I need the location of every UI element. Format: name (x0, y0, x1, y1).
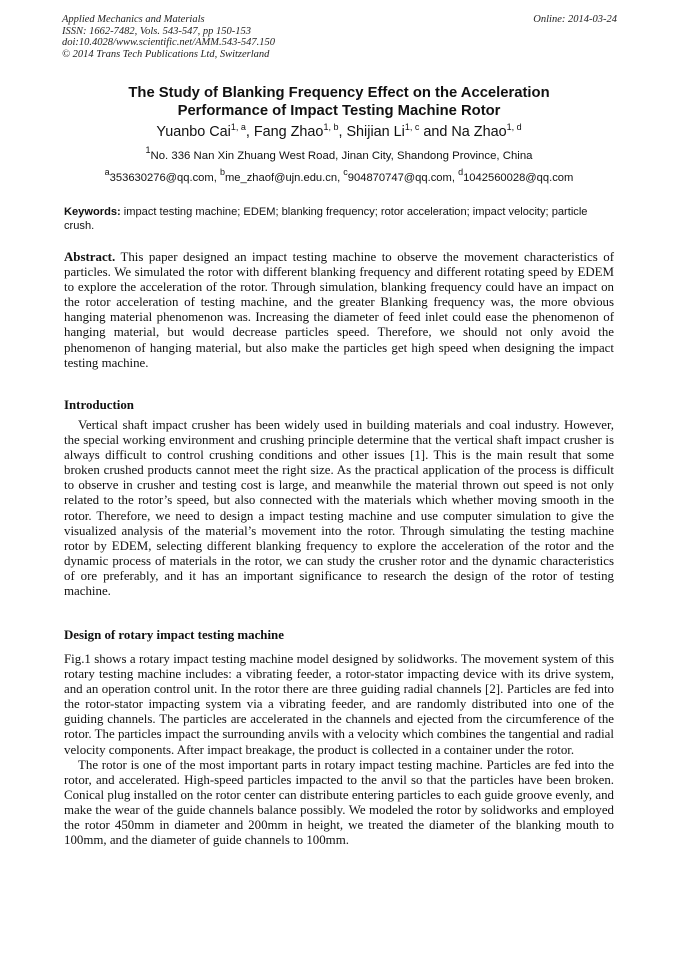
affiliation (0, 145, 678, 163)
author-name: Fang Zhao (253, 124, 324, 140)
title-line-1: The Study of Blanking Frequency Effect on the Acceleration (128, 85, 550, 101)
abstract-label: Abstract. (64, 250, 116, 264)
author-name: Shijian Li (346, 124, 405, 140)
paper-title (0, 84, 678, 120)
author-separator: , (338, 124, 347, 140)
journal-issn: ISSN: 1662-7482, Vols. 543-547, pp 150-153 (62, 25, 251, 37)
introduction-body (64, 418, 614, 599)
journal-copyright: © 2014 Trans Tech Publications Ltd, Switzerland (62, 48, 270, 60)
keywords (64, 205, 613, 234)
email-mark: b (219, 167, 225, 177)
author-name: Na Zhao (451, 124, 507, 140)
email-address[interactable]: me_zhaof@ujn.edu.cn, (224, 172, 344, 184)
affiliation-mark: 1 (145, 145, 151, 155)
title-line-2: Performance of Impact Testing Machine Rotor (177, 103, 501, 119)
affiliation-text: No. 336 Nan Xin Zhuang West Road, Jinan City, Shandong Province, China (150, 150, 533, 162)
email-address[interactable]: 1042560028@qq.com (463, 172, 574, 184)
introduction-paragraph: Vertical shaft impact crusher has been widely used in building materials and coal industry. However, the special working environment and crushing principle determine that the vertical shaft impact crusher is always difficult to control crushing conditions and other issues [1]. This is the main result that some broken crushed products cannot meet the right size. As the practical application of the process is difficult to observe in crusher and testing cost is large, and meanwhile the material thrown out speed is not only related to the rotor’s speed, but also connected with the materials which whether moving smooth in the rotor. Therefore, we need to design a impact testing machine and use computer simulation to give the visualized analysis of the material’s movement into the rotor. Through simulating the testing machine rotor by EDEM, selecting different blanking frequency to explore the acceleration of the rotor and the dynamic process of materials in the rotor, we can study the crusher rotor and the dynamic characteristics of ore preferably, and it has an important significance to research the design of the rotor of testing machine. (64, 418, 614, 599)
email-address[interactable]: 353630276@qq.com, (109, 172, 220, 184)
section-heading-design: Design of rotary impact testing machine (64, 628, 284, 642)
journal-name: Applied Mechanics and Materials (62, 14, 205, 25)
online-date: Online: 2014-03-24 (533, 14, 617, 25)
email-list (0, 167, 678, 185)
email-mark: d (458, 167, 464, 177)
design-paragraph-1: Fig.1 shows a rotary impact testing machine model designed by solidworks. The movement system of this rotary testing machine includes: a vibrating feeder, a rotor-stator impacting device with its drive system, and an operation control unit. In the rotor there are three guiding radial channels [2]. Particles are fed into the rotor-stator impacting system via a vibrating feeder, and are randomly distributed into one of the guiding channels. The particles are accelerated in the channels and ejected from the circumference of the rotor. The particles impact the surrounding anvils with a velocity which combines the tangential and radial velocity components. After impact breakage, the product is collected in a container under the rotor. (64, 652, 614, 757)
section-heading-introduction: Introduction (64, 398, 134, 412)
abstract (64, 250, 614, 371)
author-affiliation-mark: 1, a (230, 122, 246, 132)
author-affiliation-mark: 1, b (323, 122, 339, 132)
author-affiliation-mark: 1, c (404, 122, 420, 132)
email-address[interactable]: 904870747@qq.com, (347, 172, 459, 184)
design-body (64, 652, 614, 848)
author-name: Yuanbo Cai (156, 124, 231, 140)
keywords-label: Keywords: (64, 206, 121, 218)
author-list (0, 123, 678, 141)
journal-doi: doi:10.4028/www.scientific.net/AMM.543-547.150 (62, 37, 275, 49)
author-separator: and (419, 124, 452, 140)
journal-header (62, 14, 617, 60)
design-paragraph-2: The rotor is one of the most important parts in rotary impact testing machine. Particles are fed into the rotor, and accelerated. High-speed particles impacted to the anvil so that the particles have been broken. Conical plug installed on the rotor center can distribute entering particles to each guide groove evenly, and make the wear of the guide channels balance possibly. We modeled the rotor by solidworks and employed the rotor 450mm in diameter and 200mm in height, we treated the diameter of the blanking mouth to 100mm, and the diameter of guide channels to 100mm. (64, 757, 614, 848)
email-mark: a (104, 167, 110, 177)
keywords-text: impact testing machine; EDEM; blanking frequency; rotor acceleration; impact velocity; particle crush. (64, 206, 588, 233)
abstract-text: This paper designed an impact testing machine to observe the movement characteristics of particles. We simulated the rotor with different blanking frequency and different rotating speed by EDEM to explore the acceleration of the rotor. Through simulation, blanking frequency could have an impact on the rotor acceleration of testing machine, and the greater Blanking frequency was, the more obvious hanging material phenomenon was. Increasing the diameter of feed inlet could ease the phenomenon of hanging material, but would decrease particles speed. Therefore, we should not only avoid the phenomenon of hanging material, but also make the particles get high speed when designing the impact testing machine. (64, 250, 614, 370)
author-affiliation-mark: 1, d (506, 122, 522, 132)
email-mark: c (343, 167, 348, 177)
author-separator: , (245, 124, 254, 140)
